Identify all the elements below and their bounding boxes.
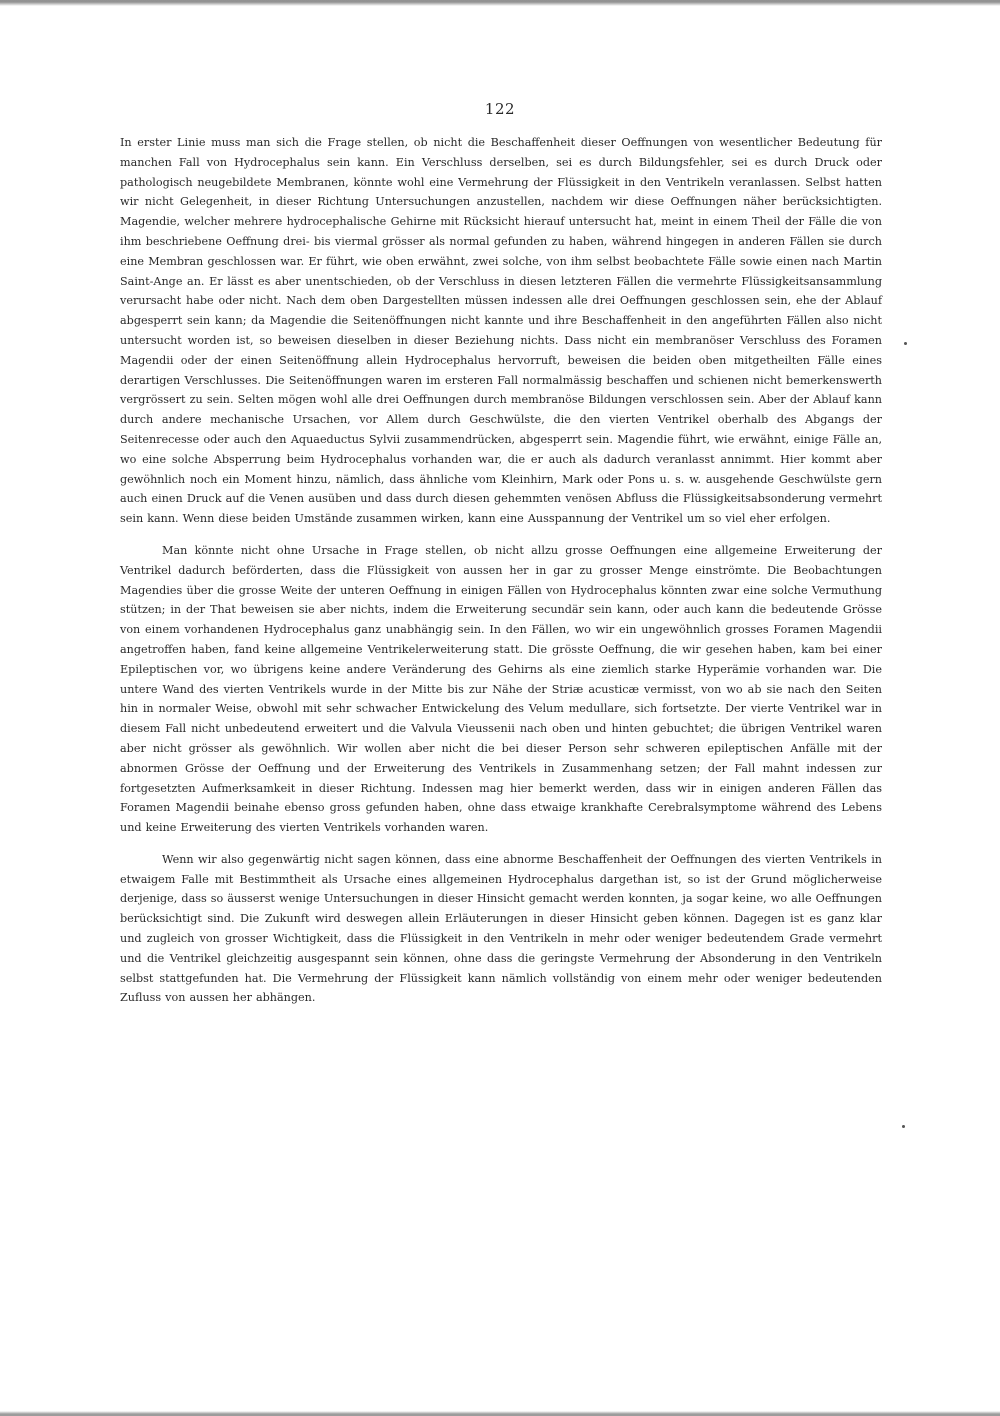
body-text (120, 133, 882, 1008)
page-number: 122 (484, 100, 516, 118)
scan-edge-bottom (0, 1411, 1000, 1416)
margin-mark (902, 1125, 905, 1128)
paragraph-3: Wenn wir also gegenwärtig nicht sagen können, dass eine abnorme Beschaffenheit der Oeffnungen des vierten Ventrikels in etwaigem Falle mit Bestimmtheit als Ursache eines allgemeinen Hydrocephalus dargethan ist, so ist der Grund möglicherweise derjenige, dass so äusserst wenige Untersuchungen in dieser Hinsicht gemacht werden konnten, ja sogar keine, wo alle Oeffnungen berücksichtigt sind. Die Zukunft wird deswegen allein Erläuterungen in dieser Hinsicht geben können. Dagegen ist es ganz klar und zugleich von grosser Wichtigkeit, dass die Flüssigkeit in den Ventrikeln in mehr oder weniger bedeutendem Grade vermehrt und die Ventrikel gleichzeitig ausgespannt sein können, ohne dass die geringste Vermehrung der Absonderung in den Ventrikeln selbst stattgefunden hat. Die Vermehrung der Flüssigkeit kann nämlich vollständig von einem mehr oder weniger bedeutenden Zufluss von aussen her abhängen. (120, 852, 882, 1005)
margin-mark (904, 342, 907, 345)
paragraph-2: Man könnte nicht ohne Ursache in Frage stellen, ob nicht allzu grosse Oeffnungen eine allgemeine Erweiterung der Ventrikel dadurch beförderten, dass die Flüssigkeit von aussen her in gar zu grosser Menge einströmte. Die Beobachtungen Magendies über die grosse Weite der unteren Oeffnung in einigen Fällen von Hydrocephalus könnten zwar eine solche Vermuthung stützen; in der That beweisen sie aber nichts, indem die Erweiterung secundär sein kann, oder auch kann die bedeutende Grösse von einem vorhandenen Hydrocephalus ganz unabhängig sein. In den Fällen, wo wir ein ungewöhnlich grosses Foramen Magendii angetroffen haben, fand keine allgemeine Ventrikelerweiterung statt. Die grösste Oeffnung, die wir gesehen haben, kam bei einer Epileptischen vor, wo übrigens keine andere Veränderung des Gehirns als eine ziemlich starke Hyperämie vorhanden war. Die untere Wand des vierten Ventrikels wurde in der Mitte bis zur Nähe der Striæ acusticæ vermisst, von wo ab sie nach den Seiten hin in normaler Weise, obwohl mit sehr schwacher Entwickelung des Velum medullare, sich fortsetzte. Der vierte Ventrikel war in diesem Fall nicht unbedeutend erweitert und die Valvula Vieussenii nach oben und hinten gebuchtet; die übrigen Ventrikel waren aber nicht grösser als gewöhnlich. Wir wollen aber nicht die bei dieser Person sehr schweren epileptischen Anfälle mit der abnormen Grösse der Oeffnung und der Erweiterung des Ventrikels in Zusammenhang setzen; der Fall mahnt indessen zur fortgesetzten Aufmerksamkeit in dieser Richtung. Indessen mag hier bemerkt werden, dass wir in einigen anderen Fällen das Foramen Magendii beinahe ebenso gross gefunden haben, ohne dass etwaige krankhafte Cerebralsymptome während des Lebens und keine Erweiterung des vierten Ventrikels vorhanden waren. (120, 543, 882, 835)
scan-edge-top (0, 0, 1000, 6)
paragraph-1: In erster Linie muss man sich die Frage stellen, ob nicht die Beschaffenheit dieser Oeffnungen von wesentlicher Bedeutung für manchen Fall von Hydrocephalus sein kann. Ein Verschluss derselben, sei es durch Bildungsfehler, sei es durch Druck oder pathologisch neugebildete Membranen, könnte wohl eine Vermehrung der Flüssigkeit in den Ventrikeln veranlassen. Selbst hatten wir nicht Gelegenheit, in dieser Richtung Untersuchungen anzustellen, nachdem wir diese Oeffnungen näher berücksichtigten. Magendie, welcher mehrere hydrocephalische Gehirne mit Rücksicht hierauf untersucht hat, meint in einem Theil der Fälle die von ihm beschriebene Oeffnung drei- bis viermal grösser als normal gefunden zu haben, während hingegen in anderen Fällen sie durch eine Membran geschlossen war. Er führt, wie oben erwähnt, zwei solche, von ihm selbst beobachtete Fälle sowie einen nach Martin Saint-Ange an. Er lässt es aber unentschieden, ob der Verschluss in diesen letzteren Fällen die vermehrte Flüssigkeitsansammlung verursacht habe oder nicht. Nach dem oben Dargestellten müssen indessen alle drei Oeffnungen geschlossen sein, ehe der Ablauf abgesperrt sein kann; da Magendie die Seitenöffnungen nicht kannte und ihre Beschaffenheit in den angeführten Fällen also nicht untersucht worden ist, so beweisen dieselben in dieser Beziehung nichts. Dass nicht ein membranöser Verschluss des Foramen Magendii oder der einen Seitenöffnung allein Hydrocephalus hervorruft, beweisen die beiden oben mitgetheilten Fälle eines derartigen Verschlusses. Die Seitenöffnungen waren im ersteren Fall normalmässig beschaffen und schienen nicht bemerkenswerth vergrössert zu sein. Selten mögen wohl alle drei Oeffnungen durch membranöse Bildungen verschlossen sein. Aber der Ablauf kann durch andere mechanische Ursachen, vor Allem durch Geschwülste, die den vierten Ventrikel oberhalb des Abgangs der Seitenrecesse oder auch den Aquaeductus Sylvii zusammendrücken, abgesperrt sein. Magendie führt, wie erwähnt, einige Fälle an, wo eine solche Absperrung beim Hydrocephalus vorhanden war, die er auch als dadurch veranlasst annimmt. Hier kommt aber gewöhnlich noch ein Moment hinzu, nämlich, dass ähnliche vom Kleinhirn, Mark oder Pons u. s. w. ausgehende Geschwülste gern auch einen Druck auf die Venen ausüben und dass durch diesen gehemmten venösen Abfluss die Flüssigkeitsabsonderung vermehrt sein kann. Wenn diese beiden Umstände zusammen wirken, kann eine Ausspannung der Ventrikel um so viel eher erfolgen. (120, 136, 882, 526)
